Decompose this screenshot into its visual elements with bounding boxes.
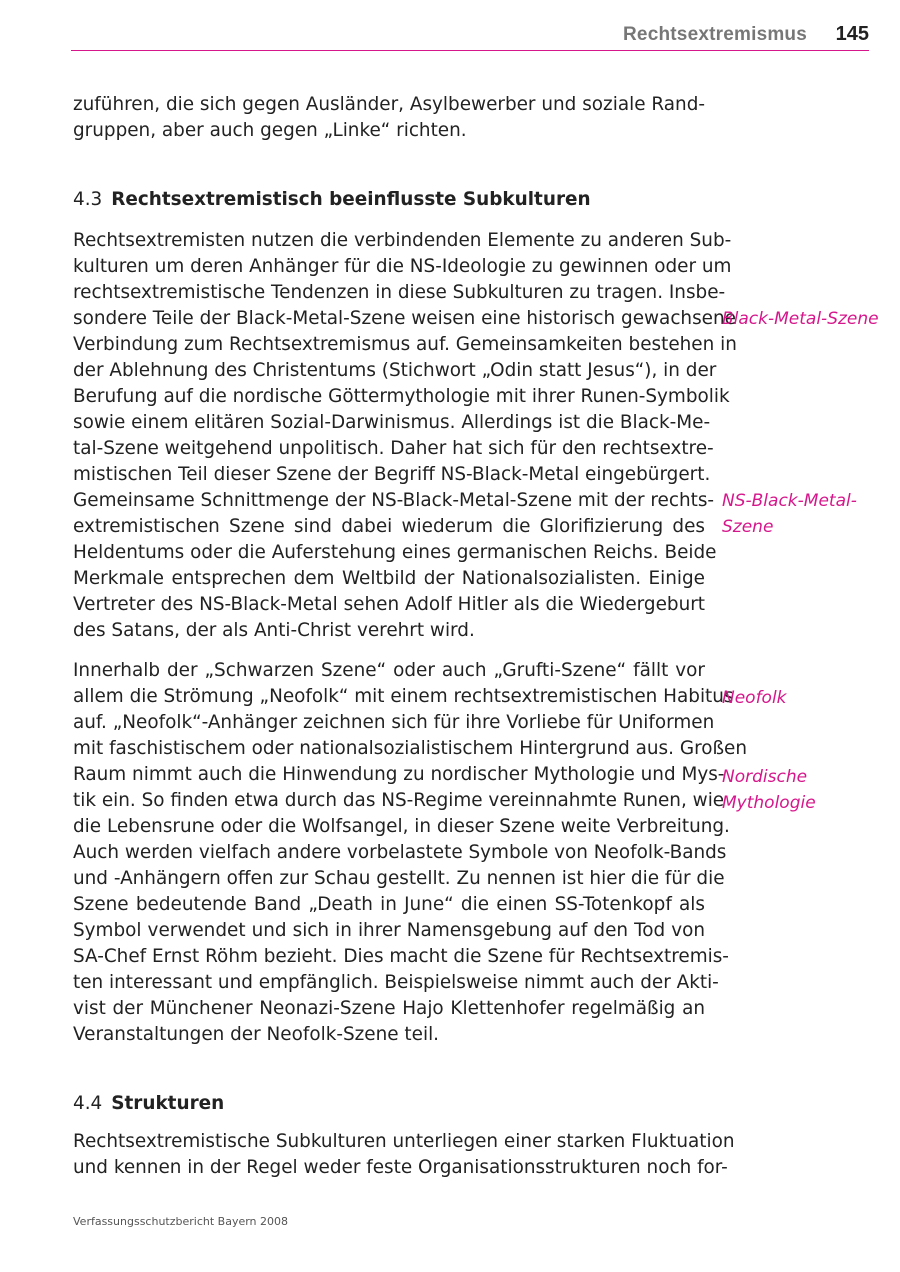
margin-note-line: Neofolk <box>722 688 787 708</box>
text-line: Verbindung zum Rechtsextremismus auf. Gemeinsamkeiten bestehen in <box>73 334 737 355</box>
text-line: Heldentums oder die Auferstehung eines germanischen Reichs. Beide <box>73 542 717 563</box>
text-line: Innerhalb der „Schwarzen Szene“ oder auch „Grufti-Szene“ fällt vor <box>73 660 705 681</box>
text-line: tik ein. So finden etwa durch das NS-Regime vereinnahmte Runen, wie <box>73 790 725 811</box>
paragraph-neofolk <box>73 658 748 1048</box>
margin-note-line: Nordische <box>722 767 808 787</box>
margin-note-nordische-mythologie <box>722 764 816 816</box>
text-line: rechtsextremistische Tendenzen in diese Subkulturen zu tragen. Insbe- <box>73 282 726 303</box>
margin-note-black-metal <box>722 306 879 332</box>
text-line: sondere Teile der Black-Metal-Szene weisen eine historisch gewachsene <box>73 308 736 329</box>
text-line: allem die Strömung „Neofolk“ mit einem rechtsextremistischen Habitus <box>73 686 734 707</box>
margin-note-line: NS-Black-Metal- <box>722 491 857 511</box>
text-line: die Lebensrune oder die Wolfsangel, in dieser Szene weite Verbreitung. <box>73 816 730 837</box>
text-line: gruppen, aber auch gegen „Linke“ richten. <box>73 120 467 141</box>
intro-paragraph <box>73 92 705 144</box>
text-line: und kennen in der Regel weder feste Organisationsstrukturen noch for- <box>73 1157 728 1178</box>
text-line: sowie einem elitären Sozial-Darwinismus. Allerdings ist die Black-Me- <box>73 412 711 433</box>
text-line: mistischen Teil dieser Szene der Begriff NS-Black-Metal eingebürgert. <box>73 464 711 485</box>
text-line: Gemeinsame Schnittmenge der NS-Black-Metal-Szene mit der rechts- <box>73 490 715 511</box>
text-line: und -Anhängern offen zur Schau gestellt. Zu nennen ist hier die für die <box>73 868 725 889</box>
text-line: Symbol verwendet und sich in ihrer Namensgebung auf den Tod von <box>73 920 705 941</box>
text-line: vist der Münchener Neonazi-Szene Hajo Klettenhofer regelmäßig an <box>73 998 705 1019</box>
section-heading-4-3 <box>73 189 591 210</box>
running-header <box>71 22 869 51</box>
section-number: 4.3 <box>73 189 103 210</box>
text-line: auf. „Neofolk“-Anhänger zeichnen sich für ihre Vorliebe für Uniformen <box>73 712 715 733</box>
text-line: tal-Szene weitgehend unpolitisch. Daher hat sich für den rechtsextre- <box>73 438 714 459</box>
paragraph-black-metal <box>73 228 737 644</box>
text-line: Szene bedeutende Band „Death in June“ die einen SS-Totenkopf als <box>73 894 705 915</box>
section-title: Rechtsextremistisch beeinflusste Subkulturen <box>111 189 591 210</box>
section-number: 4.4 <box>73 1093 103 1114</box>
text-line: der Ablehnung des Christentums (Stichwort „Odin statt Jesus“), in der <box>73 360 717 381</box>
text-line: Merkmale entsprechen dem Weltbild der Nationalsozialisten. Einige <box>73 568 705 589</box>
text-line: des Satans, der als Anti-Christ verehrt wird. <box>73 620 475 641</box>
paragraph-strukturen <box>73 1129 735 1181</box>
margin-note-ns-black-metal <box>722 488 857 540</box>
section-title: Strukturen <box>111 1093 225 1114</box>
text-line: Berufung auf die nordische Göttermythologie mit ihrer Runen-Symbolik <box>73 386 730 407</box>
margin-note-line: Mythologie <box>722 793 816 813</box>
text-line: kulturen um deren Anhänger für die NS-Ideologie zu gewinnen oder um <box>73 256 732 277</box>
page-footer: Verfassungsschutzbericht Bayern 2008 <box>73 1215 289 1228</box>
page-number: 145 <box>835 23 869 45</box>
text-line: ten interessant und empfänglich. Beispielsweise nimmt auch der Akti- <box>73 972 719 993</box>
text-line: Raum nimmt auch die Hinwendung zu nordischer Mythologie und Mys- <box>73 764 725 785</box>
text-line: Vertreter des NS-Black-Metal sehen Adolf Hitler als die Wiedergeburt <box>73 594 705 615</box>
header-title: Rechtsextremismus <box>623 24 807 45</box>
section-heading-4-4 <box>73 1093 224 1114</box>
text-line: Veranstaltungen der Neofolk-Szene teil. <box>73 1024 440 1045</box>
text-line: zuführen, die sich gegen Ausländer, Asylbewerber und soziale Rand- <box>73 94 705 115</box>
text-line: Rechtsextremistische Subkulturen unterliegen einer starken Fluktuation <box>73 1131 735 1152</box>
margin-note-line: Szene <box>722 517 774 537</box>
margin-note-neofolk <box>722 685 787 711</box>
text-line: mit faschistischem oder nationalsozialistischem Hintergrund aus. Großen <box>73 738 748 759</box>
text-line: Auch werden vielfach andere vorbelastete Symbole von Neofolk-Bands <box>73 842 727 863</box>
text-line: SA-Chef Ernst Röhm bezieht. Dies macht die Szene für Rechtsextremis- <box>73 946 729 967</box>
margin-note-line: Black-Metal-Szene <box>722 309 879 329</box>
text-line: extremistischen Szene sind dabei wiederum die Glorifizierung des <box>73 516 705 537</box>
text-line: Rechtsextremisten nutzen die verbindenden Elemente zu anderen Sub- <box>73 230 732 251</box>
